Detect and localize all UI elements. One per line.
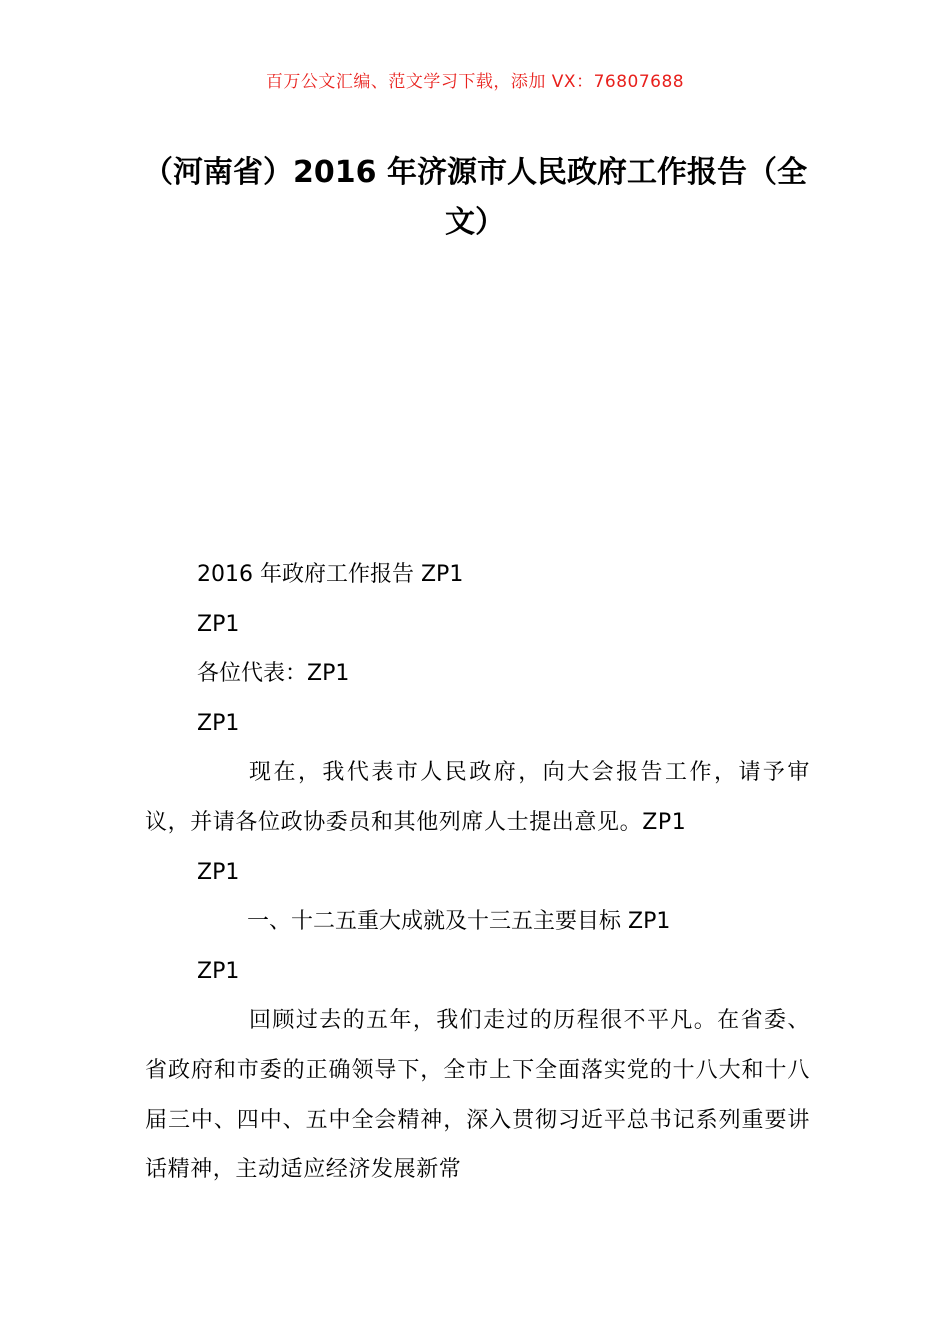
watermark-header: 百万公文汇编、范文学习下载，添加 VX：76807688	[265, 72, 685, 92]
document-body	[145, 550, 810, 1195]
salutation-line: 各位代表：ZP1	[197, 661, 350, 687]
section-heading: 一、十二五重大成就及十三五主要目标 ZP1	[247, 909, 671, 935]
marker-line: ZP1	[197, 611, 240, 637]
marker-line: ZP1	[197, 859, 240, 885]
document-title: （河南省）2016 年济源市人民政府工作报告（全文）	[143, 155, 807, 240]
review-paragraph: 回顾过去的五年，我们走过的历程很不平凡。在省委、省政府和市委的正确领导下，全市上下全面落实党的十八大和十八届三中、四中、五中全会精神，深入贯彻习近平总书记系列重要讲话精神，主动适应经济发展新常	[145, 1008, 810, 1183]
marker-line: ZP1	[197, 710, 240, 736]
report-subtitle-line: 2016 年政府工作报告 ZP1	[197, 562, 464, 587]
opening-paragraph: 现在，我代表市人民政府，向大会报告工作，请予审议，并请各位政协委员和其他列席人士提出意见。ZP1	[145, 760, 810, 835]
marker-line: ZP1	[197, 958, 240, 984]
